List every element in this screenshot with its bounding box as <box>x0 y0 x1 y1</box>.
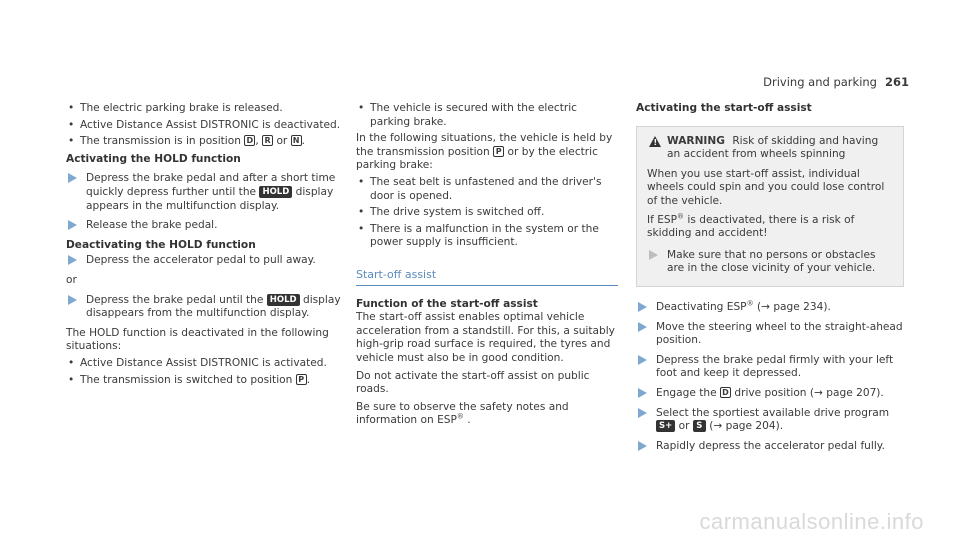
period: . <box>301 135 306 148</box>
deactivation-paragraph: The HOLD function is deactivated in the following situations: <box>66 326 329 353</box>
list-item <box>66 374 341 388</box>
paragraph: The start-off assist enables optimal vehicle acceleration from a standstill. For this, a suitably high-grip road surface is required, the tyres and vehicle must also be in good condition. <box>356 311 615 364</box>
warning-label: WARNING <box>667 134 725 147</box>
step-text: Depress the accelerator pedal to pull away. <box>86 254 316 267</box>
warning-paragraph <box>647 214 893 241</box>
list-item <box>66 119 341 133</box>
step-item <box>636 387 904 401</box>
step-arrow-icon <box>68 173 77 183</box>
section-title: Driving and parking <box>763 75 877 89</box>
warning-box <box>636 126 904 287</box>
sport-icon: S <box>693 420 706 432</box>
column-right <box>636 102 904 459</box>
step-item <box>66 254 341 268</box>
step-arrow-icon <box>68 255 77 265</box>
list-item <box>66 357 341 371</box>
heading-activating-start-off: Activating the start-off assist <box>636 102 812 114</box>
step-arrow-icon <box>68 220 77 230</box>
step-item <box>636 354 904 381</box>
list-item-text: The transmission is in position <box>80 135 241 148</box>
sport-plus-icon: S+ <box>656 420 675 432</box>
step-arrow-icon <box>638 441 647 451</box>
watermark: carmanualsonline.info <box>699 509 924 534</box>
paragraph: Do not activate the start-off assist on public roads. <box>356 369 590 396</box>
list-item <box>356 206 618 220</box>
step-text: Depress the brake pedal firmly with your left foot and keep it depressed. <box>656 353 894 380</box>
step-arrow-icon <box>638 408 647 418</box>
step-text: display appears in the multifunction display. <box>86 185 334 212</box>
warning-title: Risk of skidding and having an accident from wheels spinning <box>667 134 879 161</box>
step-arrow-icon <box>638 302 647 312</box>
heading-deactivating-hold: Deactivating the HOLD function <box>66 238 256 251</box>
registered-mark: ® <box>746 299 754 308</box>
registered-mark: ® <box>456 412 464 421</box>
list-item <box>356 176 618 203</box>
hold-icon: HOLD <box>259 186 292 198</box>
step-item <box>66 172 341 213</box>
list-item <box>356 223 618 250</box>
page-reference[interactable]: (→ page 204). <box>709 420 784 433</box>
warning-text: is deactivated, there is a risk of skidding and accident! <box>647 213 855 240</box>
paragraph-text: In the following situations, the vehicle is held by the transmission position <box>356 132 613 158</box>
list-item <box>66 135 341 149</box>
step-item <box>66 294 341 321</box>
step-arrow-icon <box>68 295 77 305</box>
step-item <box>636 301 904 315</box>
step-text: Select the sportiest available drive program <box>656 406 890 419</box>
list-item-text: The vehicle is secured with the electric parking brake. <box>370 102 577 128</box>
gear-n-key: N <box>291 135 302 146</box>
step-arrow-icon <box>638 388 647 398</box>
step-text: Deactivating ESP <box>656 300 747 313</box>
page-reference[interactable]: (→ page 234). <box>756 300 831 313</box>
step-text: Engage the <box>656 386 717 399</box>
step-text: display disappears from the multifunction display. <box>86 293 341 320</box>
paragraph-text: or by the electric parking brake: <box>356 145 598 172</box>
heading-activating-hold: Activating the HOLD function <box>66 152 241 165</box>
warning-header <box>647 135 893 162</box>
list-item-text: Active Distance Assist DISTRONIC is activated. <box>80 356 327 369</box>
or-line: or <box>66 273 77 286</box>
step-text: Move the steering wheel to the straight-ahead position. <box>656 320 903 347</box>
step-item <box>636 407 904 434</box>
gear-p-key: P <box>493 146 504 157</box>
step-text: Rapidly depress the accelerator pedal fully. <box>656 439 885 452</box>
gear-r-key: R <box>262 135 273 146</box>
or-text: or <box>678 420 690 433</box>
gear-d-key: D <box>244 135 255 146</box>
list-item-text: The transmission is switched to position <box>80 373 293 386</box>
warning-triangle-icon: ! <box>649 136 661 147</box>
registered-mark: ® <box>677 212 685 221</box>
step-item <box>66 219 341 233</box>
column-left <box>66 102 341 390</box>
gear-d-key: D <box>720 387 731 398</box>
list-item-text: The drive system is switched off. <box>370 206 545 219</box>
step-text: Make sure that no persons or obstacles are in the close vicinity of your vehicle. <box>667 248 876 275</box>
step-item <box>636 321 904 348</box>
column-middle <box>356 102 618 428</box>
page-header <box>763 76 909 90</box>
period: . <box>306 373 311 386</box>
step-text: Release the brake pedal. <box>86 219 218 232</box>
section-heading-start-off-assist: Start-off assist <box>356 268 618 286</box>
paragraph-text: Be sure to observe the safety notes and information on ESP <box>356 400 569 427</box>
paragraph <box>356 401 618 428</box>
list-item <box>66 102 341 116</box>
step-arrow-icon <box>638 322 647 332</box>
step-item <box>636 440 904 454</box>
hold-icon: HOLD <box>267 294 300 306</box>
page-reference[interactable]: drive position (→ page 207). <box>734 386 884 399</box>
or-text: or <box>276 135 288 148</box>
warning-step <box>647 249 893 276</box>
page-number: 261 <box>884 75 909 89</box>
step-text: Depress the brake pedal and after a short time quickly depress further until the <box>86 172 336 198</box>
list-item <box>356 102 618 129</box>
heading-function: Function of the start-off assist <box>356 297 538 310</box>
gear-p-key: P <box>296 374 307 385</box>
step-arrow-icon <box>638 355 647 365</box>
step-arrow-icon <box>649 250 658 260</box>
situations-paragraph <box>356 132 618 173</box>
separator: , <box>255 135 259 148</box>
list-item-text: There is a malfunction in the system or the power supply is insufficient. <box>370 222 599 249</box>
warning-paragraph: When you use start-off assist, individual wheels could spin and you could lose control of the vehicle. <box>647 167 885 207</box>
warning-text: If ESP <box>647 213 678 226</box>
period: . <box>467 414 471 427</box>
list-item-text: The seat belt is unfastened and the driver's door is opened. <box>370 175 602 202</box>
step-text: Depress the brake pedal until the <box>86 293 264 306</box>
list-item-text: The electric parking brake is released. <box>80 102 283 114</box>
list-item-text: Active Distance Assist DISTRONIC is deactivated. <box>80 118 341 131</box>
